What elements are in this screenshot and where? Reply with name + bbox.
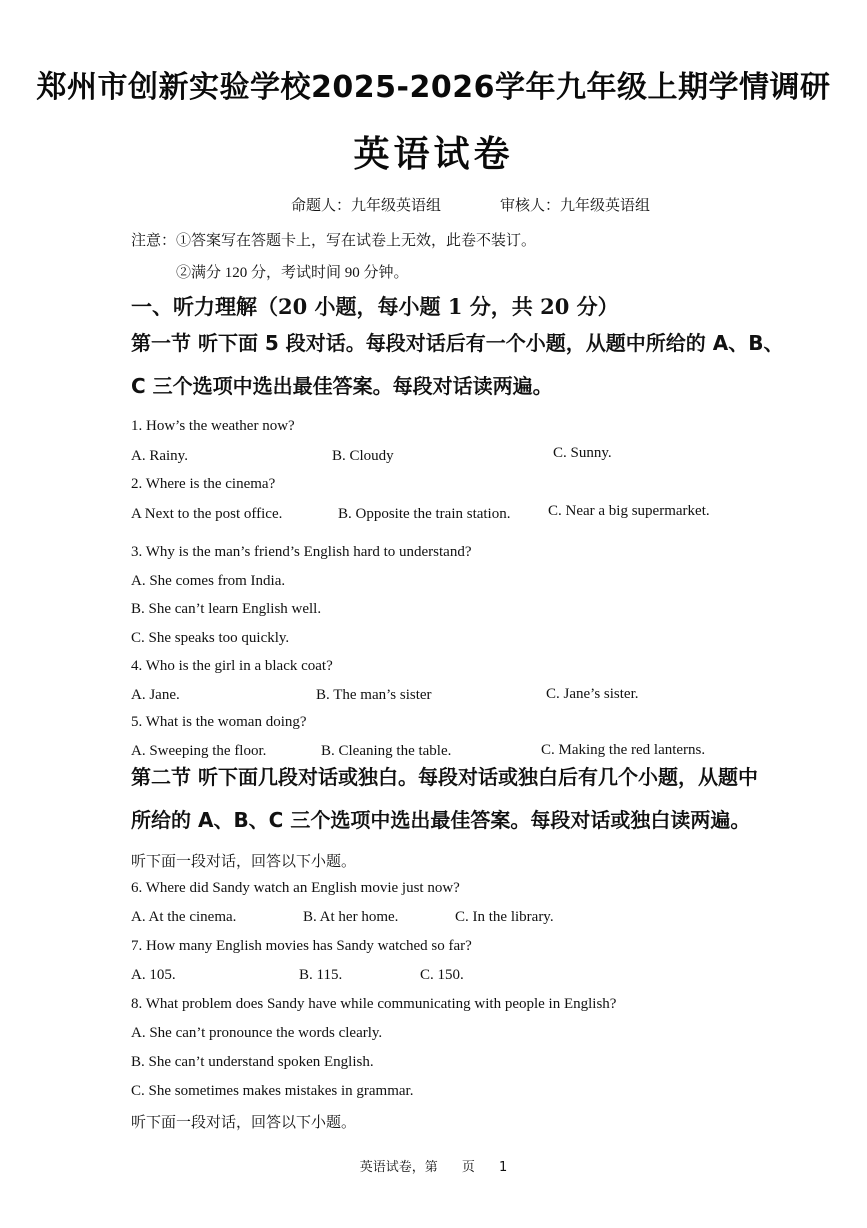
- question-5-option-b: B. Cleaning the table.: [321, 743, 452, 759]
- reviewer-line: 审核人：九年级英语组: [500, 198, 651, 214]
- question-1-option-c: C. Sunny.: [553, 445, 612, 461]
- footer-label: 英语试卷，第: [359, 1160, 438, 1175]
- question-7-option-c: C. 150.: [420, 967, 464, 983]
- question-4: 4. Who is the girl in a black coat?: [131, 658, 333, 674]
- footer-page-word: 页: [461, 1160, 475, 1175]
- author-line: 命题人：九年级英语组: [291, 198, 442, 214]
- footer-page-number: 1: [499, 1160, 508, 1175]
- question-3-option-b: B. She can’t learn English well.: [131, 601, 322, 617]
- question-8: 8. What problem does Sandy have while communicating with people in English?: [131, 996, 617, 1012]
- question-3: 3. Why is the man’s friend’s English hard to understand?: [131, 544, 472, 560]
- question-6: 6. Where did Sandy watch an English movie just now?: [131, 880, 460, 896]
- dialog-note-1: 听下面一段对话，回答以下小题。: [131, 852, 357, 870]
- question-7-option-b: B. 115.: [299, 967, 343, 983]
- part2-instruction-line1: 第二节 听下面几段对话或独白。每段对话或独白后有几个小题，从题中: [131, 765, 758, 789]
- question-1-option-a: A. Rainy.: [131, 448, 188, 464]
- dialog-note-2: 听下面一段对话，回答以下小题。: [131, 1113, 357, 1131]
- note-line-1: 注意：①答案写在答题卡上，写在试卷上无效，此卷不装订。: [131, 233, 537, 249]
- question-8-option-b: B. She can’t understand spoken English.: [131, 1054, 374, 1070]
- part2-instruction-line2: 所给的 A、B、C 三个选项中选出最佳答案。每段对话或独白读两遍。: [131, 808, 751, 832]
- question-6-option-c: C. In the library.: [455, 909, 554, 925]
- page-footer: [0, 1156, 867, 1175]
- question-4-option-c: C. Jane’s sister.: [546, 686, 639, 702]
- section-heading: 一、听力理解（20 小题，每小题 1 分，共 20 分）: [131, 294, 619, 319]
- question-2-option-a: A Next to the post office.: [131, 506, 283, 522]
- question-1: 1. How’s the weather now?: [131, 418, 295, 434]
- question-5-option-c: C. Making the red lanterns.: [541, 742, 706, 758]
- part1-instruction-line2: C 三个选项中选出最佳答案。每段对话读两遍。: [131, 374, 553, 398]
- question-1-option-b: B. Cloudy: [332, 448, 394, 464]
- question-4-option-a: A. Jane.: [131, 687, 180, 703]
- question-7: 7. How many English movies has Sandy watched so far?: [131, 938, 472, 954]
- question-3-option-c: C. She speaks too quickly.: [131, 630, 290, 646]
- part1-instruction-line1: 第一节 听下面 5 段对话。每段对话后有一个小题，从题中所给的 A、B、: [131, 331, 784, 355]
- question-7-option-a: A. 105.: [131, 967, 176, 983]
- question-2-option-c: C. Near a big supermarket.: [548, 503, 710, 519]
- question-6-option-b: B. At her home.: [303, 909, 399, 925]
- question-4-option-b: B. The man’s sister: [316, 687, 432, 703]
- exam-subtitle: 英语试卷: [353, 134, 514, 175]
- note-line-2: ②满分 120 分，考试时间 90 分钟。: [176, 265, 409, 281]
- exam-title: 郑州市创新实验学校2025-2026学年九年级上期学情调研: [36, 70, 831, 105]
- question-8-option-c: C. She sometimes makes mistakes in grammar.: [131, 1083, 414, 1099]
- question-3-option-a: A. She comes from India.: [131, 573, 286, 589]
- question-2: 2. Where is the cinema?: [131, 476, 276, 492]
- question-5-option-a: A. Sweeping the floor.: [131, 743, 267, 759]
- question-2-option-b: B. Opposite the train station.: [338, 506, 511, 522]
- question-8-option-a: A. She can’t pronounce the words clearly.: [131, 1025, 383, 1041]
- question-5: 5. What is the woman doing?: [131, 714, 307, 730]
- question-6-option-a: A. At the cinema.: [131, 909, 237, 925]
